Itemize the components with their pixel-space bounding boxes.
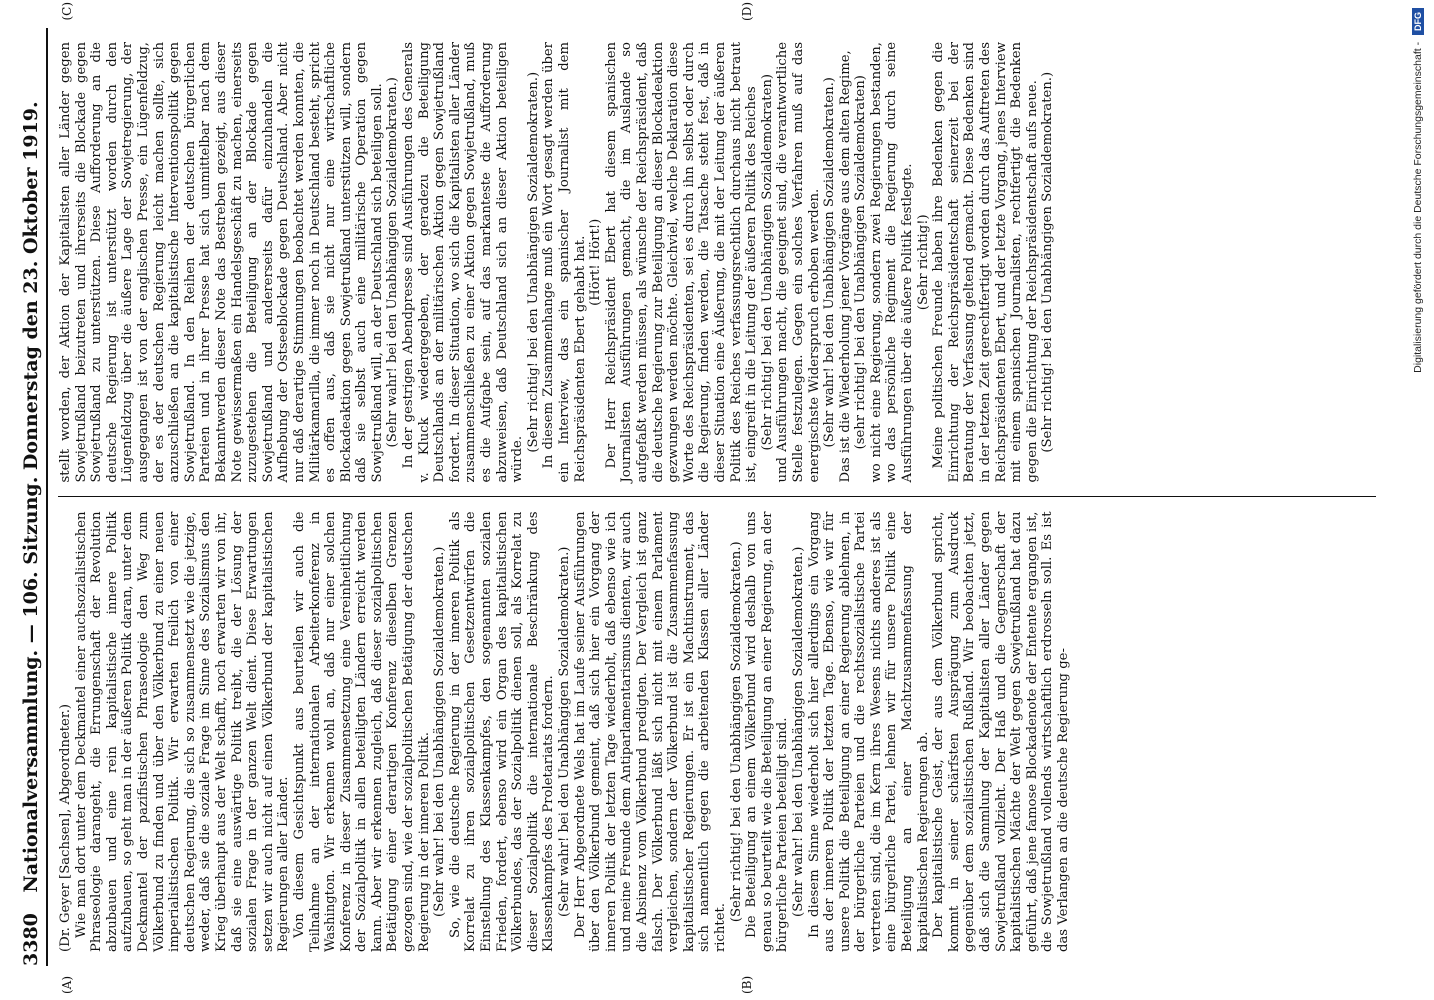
paragraph: Wie man dort unter dem Deckmantel einer auchsozialistischen Phraseologie darangeht, die Errungenschaft der Revolution abzubauen und eine rein kapitalistische innere Politik aufzubauen, so geht man in der äußeren Politik daran, unter dem Deckmantel der pazifistischen Phraseologie den Weg zum Völkerbund zu finden und über den Völkerbund zu einer neuen imperialistischen Politik. Wir erwarten freilich von einer deutschen Regierung, die sich so zusammensetzt wie die jetzige, weder, daß sie die soziale Frage im Sinne des Sozialismus den Krieg überhaupt aus der Welt schafft, noch erwarten wir von ihr, daß sie eine auswärtige Politik treibt, die der Lösung der sozialen Frage in der ganzen Welt dient. Diese Erwartungen setzen wir auch nicht auf einen Völkerbund der kapitalistischen Regierungen aller Länder. [73,511,292,952]
paragraph: In der gestrigen Abendpresse sind Ausführungen des Generals v. Kluck wiedergegeben, der geradezu die Beteiligung Deutschlands an der militärischen Aktion gegen Sowjetrußland fordert. In dieser Situation, wo sich die Kapitalisten aller Länder zusammenschließen zu einer Aktion gegen Sowjetrußland, muß es die Aufgabe sein, auf das markanteste die Aufforderung abzuweisen, daß Deutschland sich an dieser Aktion beteiligen würde. [401,42,526,483]
margin-marker-b: (B) [740,975,754,994]
running-head-title: Nationalversammlung. — 106. Sitzung. Donnerstag den 23. Oktober 1919. [20,101,42,893]
paragraph: Der kapitalistische Geist, der aus dem Völkerbund spricht, kommt in seiner schärfsten Ausprägung zum Ausdruck gegenüber dem sozialistischen Rußland. Wir beobachten jetzt, daß sich die Sammlung der Kapitalisten aller Länder gegen Sowjetrußland vollzieht. Der Haß und die Gegnerschaft der kapitalistischen Mächte der Welt gegen Sowjetrußland hat dazu geführt, daß jene famose Blockadenote der Entente ergangen ist, die Sowjetrußland vollends wirtschaftlich erdrosseln soll. Es ist das Verlangen an die deutsche Regierung ge- [931,511,1071,952]
digitization-note [1412,8,1428,988]
interjection: (Sehr wahr! bei den Unabhängigen Sozialdemokraten.) [432,546,448,917]
digitization-note-text: Digitalisierung gefördert durch die Deutsche Forschungsgemeinschaft - [1412,41,1424,373]
margin-marker-d: (D) [740,2,754,21]
paragraph: stellt worden, der Aktion der Kapitalisten aller Länder gegen Sowjetrußland beizutreten und ihrerseits die Blockade gegen Sowjetrußland zu unterstützen. Diese Aufforderung an die deutsche Regierung ist unterstützt worden durch den Lügenfeldzug über die äußere Lage der Sowjetregierung, der ausgegangen ist von der englischen Presse, ein Lügenfeldzug, der es der deutschen Regierung leicht machen sollte, sich anzuschließen an die kapitalistische Interventionspolitik gegen Sowjetrußland. In den Reihen der deutschen bürgerlichen Parteien und in ihrer Presse hat sich unmittelbar nach dem Bekanntwerden dieser Note das Bestreben gezeigt, aus dieser Note gewissermaßen ein Handelsgeschäft zu machen, einerseits zuzugestehen die Beteiligung an der Blockade gegen Sowjetrußland und andererseits dafür einzuhandeln die Aufhebung der Ostseeblockade gegen Deutschland. Aber nicht nur daß derartige Stimmungen beobachtet werden konnten, die Militärkamarilla, die immer noch in Deutschland besteht, spricht es offen aus, daß sie nicht nur eine wirtschaftliche Blockadeaktion gegen Sowjetrußland unterstützen will, sondern daß sie selbst auch eine militärische Operation gegen Sowjetrußland will, an der Deutschland sich beteiligen soll. [58,42,385,483]
interjection: (Sehr richtig!) [915,214,931,311]
paragraph: Von diesem Gesichtspunkt aus beurteilen wir auch die Teilnahme an der internationalen Arbeiterkonferenz in Washington. Wir erkennen wohl an, daß nur einer solchen Konferenz in dieser Zusammensetzung eine Vereinheitlichung der Sozialpolitik in allen beteiligten Ländern erreicht werden kann. Aber wir erkennen zugleich, daß dieser sozialpolitischen Betätigung einer derartigen Konferenz dieselben Grenzen gezogen sind, wie der sozialpolitischen Betätigung der deutschen Regierung in der inneren Politik. [291,511,432,952]
interjection: (Sehr wahr! bei den Unabhängigen Sozialdemokraten.) [557,546,572,917]
dfg-logo: DFG [1412,8,1424,35]
paragraph: Der Herr Reichspräsident Ebert hat diesem spanischen Journalisten Ausführungen gemacht, die im Auslande so aufgefaßt werden müssen, als wünsche der Reichspräsident, daß die deutsche Regierung zur Beteiligung an dieser Blockadeaktion gezwungen werden möchte. Gleichviel, welche Deklaration diese Worte des Reichspräsidenten, sei es durch ihn selbst oder durch die Regierung, finden werden, die Tatsache steht fest, daß in dieser Situation eine Äußerung, die mit der Leitung der äußeren Politik des Reiches verfassungsrechtlich durchaus nicht betraut ist, eingreift in die Leitung der äußeren Politik des Reiches [603,42,760,483]
paragraph: Meine politischen Freunde haben ihre Bedenken gegen die Einrichtung der Reichspräsidentschaft seinerzeit bei der Beratung der Verfassung geltend gemacht. Diese Bedenken sind in der letzten Zeit gerechtfertigt worden durch das Auftreten des Reichspräsidenten Ebert, und der letzte Vorgang, jenes Interview mit einem spanischen Journalisten, rechtfertigt die Bedenken gegen die Einrichtung der Reichspräsidentschaft aufs neue. [931,42,1040,483]
paragraph: In diesem Sinne wiederholt sich hier allerdings ein Vorgang aus der inneren Politik der letzten Tage. Ebenso, wie wir für unsere Politik die Beteiligung an einer Regierung ablehnen, in der bürgerliche Parteien und die rechtssozialistische Partei vertreten sind, die im Kern ihres Wesens nichts anderes ist als eine bürgerliche Partei, lehnen wir für unsere Politik eine Beteiligung an einer Machtzusammenfassung der kapitalistischen Regierungen ab. [806,511,931,952]
margin-marker-a: (A) [60,975,74,994]
interjection: (Sehr richtig! bei den Unabhängigen Sozialdemokraten.) [728,541,744,923]
paragraph: Die Beteiligung an einem Völkerbund wird deshalb von uns genau so beurteilt wie die Beteiligung an einer Regierung, an der bürgerliche Parteien beteiligt sind. [744,511,791,952]
interjection: (Sehr richtig! bei den Unabhängigen Sozialdemokraten.) [1040,71,1056,453]
speaker-line: (Dr. Geyer [Sachsen], Abgeordneter.) [58,703,73,952]
interjection: (Hört! Hört!) [588,218,604,306]
page-number: 3380 [20,913,42,966]
interjection: (sehr richtig! bei den Unabhängigen Sozialdemokraten) [853,75,869,450]
interjection: (Sehr wahr! bei den Unabhängigen Sozialdemokraten.) [822,77,838,448]
interjection: (Sehr wahr! bei den Unabhängigen Sozialdemokraten.) [790,546,806,917]
paragraph: So, wie die deutsche Regierung in der inneren Politik als Korrelat zu ihren sozialpolitischen Gesetzentwürfen die Einstellung des Klassenkampfes, den sogenannten sozialen Frieden, fordert, ebenso wird ein Organ des kapitalistischen Völkerbundes, das der Sozialpolitik dienen soll, als Korrelat zu dieser Sozialpolitik die internationale Beschränkung des Klassenkampfes des Proletariats fordern. [447,511,557,952]
text-columns [58,28,1376,966]
paragraph: Das ist die Wiederholung jener Vorgänge aus dem alten Regime, [837,50,853,483]
digitization-sidebar [1410,8,1430,998]
interjection: (Sehr richtig! bei den Unabhängigen Sozialdemokraten) [759,73,775,451]
margin-marker-c: (C) [60,2,74,21]
paragraph: wo nicht eine Regierung, sondern zwei Regierungen bestanden, wo das persönliche Regiment die Regierung durch seine Ausführungen über die äußere Politik festlegte. [868,42,916,483]
paragraph: Der Herr Abgeordnete Wels hat im Laufe seiner Ausführungen über den Völkerbund gemeint, daß sich hier ein Vorgang der inneren Politik der letzten Tage wiederholt, daß ebenso wie ich und meine Freunde dem Antiparlamentarismus dienten, wir auch die Absinenz vom Völkerbund predigten. Der Vergleich ist ganz falsch. Der Völkerbund läßt sich nicht mit einem Parlament vergleichen, sondern der Völkerbund ist die Zusammenfassung kapitalistischer Regierungen. Er ist ein Machtinstrument, das sich namentlich gegen die arbeitenden Klassen aller Länder richtet. [572,511,728,952]
interjection: (Sehr richtig! bei den Unabhängigen Sozialdemokraten.) [525,71,541,453]
paragraph: und Ausführungen macht, die geeignet sind, die verantwortliche Stelle festzulegen. Gegen ein solches Verfahren muß auf das energischste Widerspruch erhoben werden. [775,42,822,483]
running-head [20,28,48,966]
left-column [58,497,1376,967]
paragraph: In diesem Zusammenhange muß ein Wort gesagt werden über ein Interview, das ein spanischer Journalist mit dem Reichspräsidenten Ebert gehabt hat. [541,42,588,483]
right-column [58,28,1376,497]
interjection: (Sehr wahr! bei den Unabhängigen Sozialdemokraten.) [385,77,401,448]
